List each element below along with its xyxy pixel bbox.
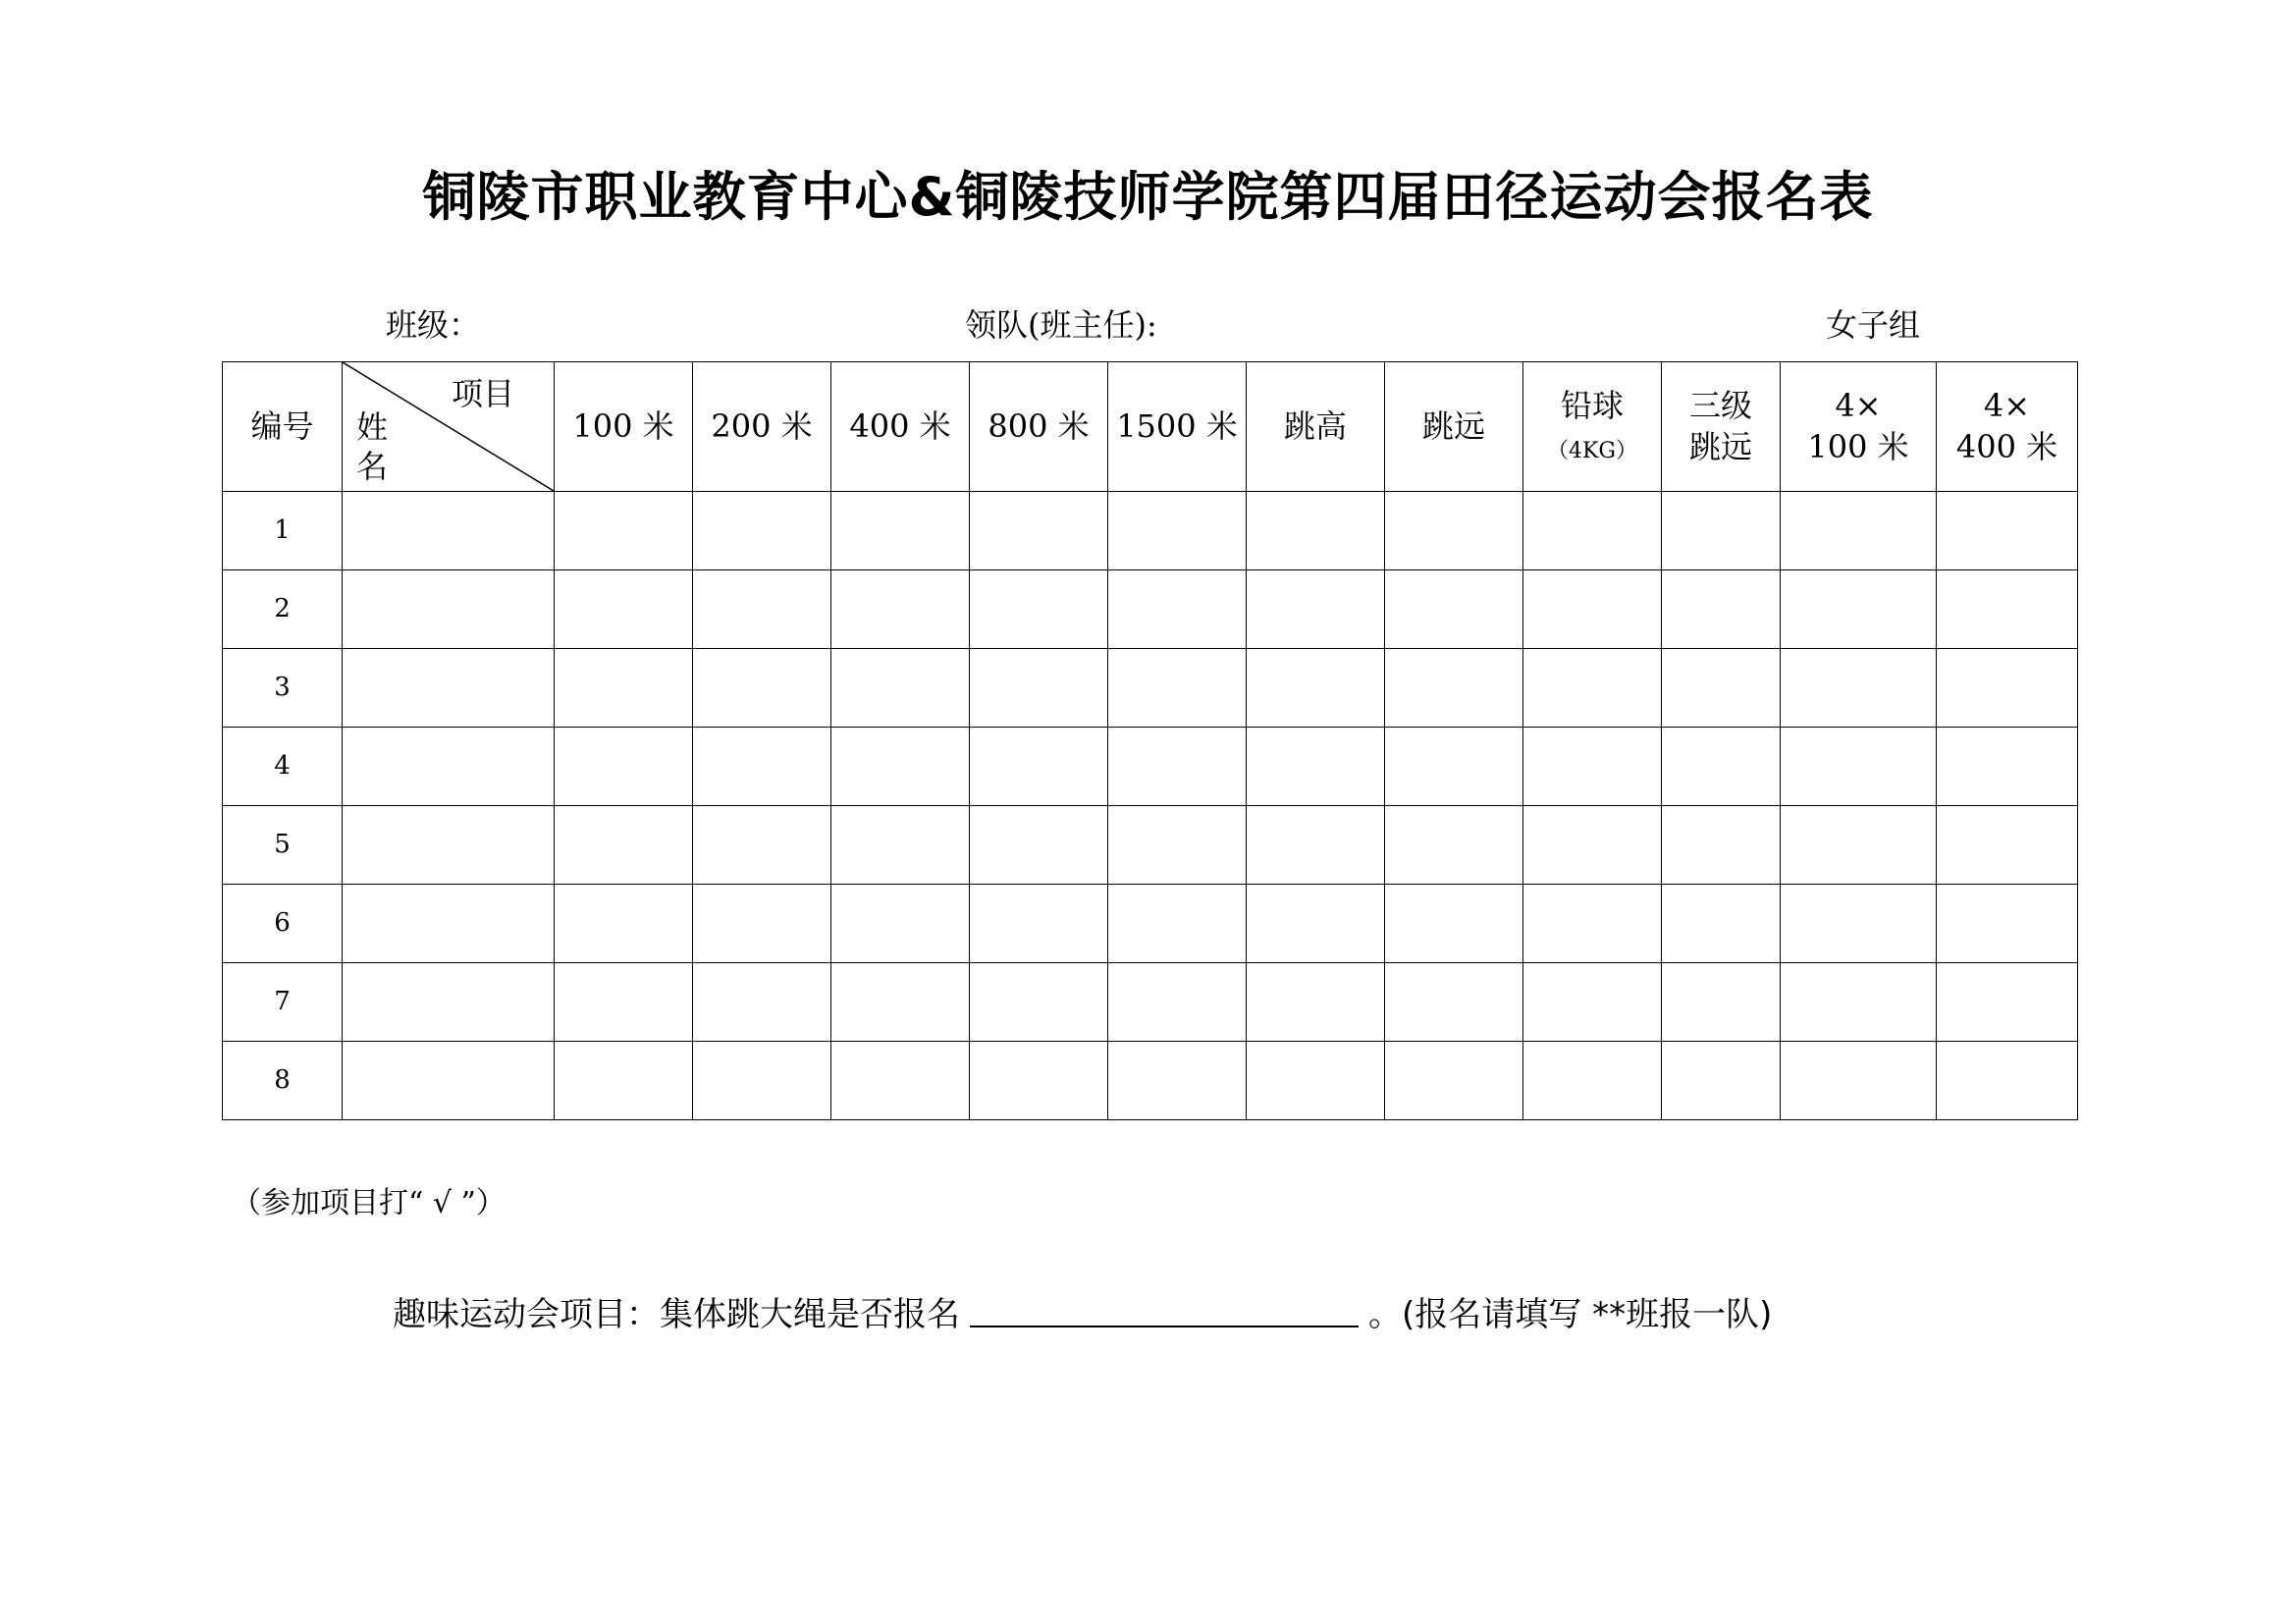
event-cell[interactable] — [831, 1042, 970, 1120]
event-cell[interactable] — [693, 963, 831, 1042]
event-cell[interactable] — [1781, 492, 1937, 570]
event-cell[interactable] — [1247, 570, 1385, 649]
event-cell[interactable] — [1385, 570, 1523, 649]
event-cell[interactable] — [1523, 649, 1662, 728]
name-cell[interactable] — [343, 806, 555, 885]
header-row — [223, 362, 2078, 492]
header-event-2: 200 米 — [693, 362, 831, 492]
event-cell[interactable] — [693, 649, 831, 728]
table-row — [223, 492, 2078, 570]
event-cell[interactable] — [831, 649, 970, 728]
leader-label: 领队(班主任): — [965, 306, 1157, 344]
form-title: 铜陵市职业教育中心&铜陵技师学院第四届田径运动会报名表 — [422, 166, 1874, 228]
table-row — [223, 1042, 2078, 1120]
event-cell[interactable] — [1108, 728, 1247, 806]
header-event-11: 4× 400 米 — [1937, 362, 2078, 492]
header-event-1: 100 米 — [555, 362, 693, 492]
table-row — [223, 728, 2078, 806]
event-cell[interactable] — [1247, 963, 1385, 1042]
event-cell[interactable] — [1781, 806, 1937, 885]
event-cell[interactable] — [970, 570, 1108, 649]
table-row — [223, 570, 2078, 649]
header-event-5: 1500 米 — [1108, 362, 1247, 492]
row-number: 3 — [223, 649, 343, 728]
event-cell[interactable] — [693, 492, 831, 570]
event-cell[interactable] — [1937, 1042, 2078, 1120]
header-diagonal-cell — [343, 362, 555, 492]
fun-event-suffix: 。(报名请填写 **班报一队) — [1368, 1295, 1773, 1334]
event-cell[interactable] — [555, 806, 693, 885]
event-cell[interactable] — [1662, 885, 1781, 963]
event-cell[interactable] — [555, 963, 693, 1042]
event-cell[interactable] — [1523, 1042, 1662, 1120]
event-cell[interactable] — [1937, 570, 2078, 649]
event-cell[interactable] — [1662, 1042, 1781, 1120]
event-cell[interactable] — [1108, 570, 1247, 649]
table-row — [223, 806, 2078, 885]
event-cell[interactable] — [1385, 885, 1523, 963]
event-cell[interactable] — [1385, 728, 1523, 806]
event-cell[interactable] — [1385, 806, 1523, 885]
event-cell[interactable] — [1662, 963, 1781, 1042]
event-cell[interactable] — [693, 885, 831, 963]
event-cell[interactable] — [1247, 728, 1385, 806]
row-number: 4 — [223, 728, 343, 806]
event-cell[interactable] — [970, 963, 1108, 1042]
event-cell[interactable] — [1385, 1042, 1523, 1120]
name-cell[interactable] — [343, 963, 555, 1042]
event-cell[interactable] — [555, 1042, 693, 1120]
name-cell[interactable] — [343, 1042, 555, 1120]
event-cell[interactable] — [1937, 649, 2078, 728]
event-cell[interactable] — [1937, 492, 2078, 570]
event-cell[interactable] — [555, 649, 693, 728]
header-name-label-1: 姓 — [356, 408, 389, 446]
event-cell[interactable] — [831, 885, 970, 963]
event-cell[interactable] — [1937, 728, 2078, 806]
event-cell[interactable] — [1108, 963, 1247, 1042]
name-cell[interactable] — [343, 728, 555, 806]
event-cell[interactable] — [1385, 492, 1523, 570]
event-cell[interactable] — [831, 492, 970, 570]
event-cell[interactable] — [970, 806, 1108, 885]
fun-event-prefix: 趣味运动会项目：集体跳大绳是否报名 — [393, 1295, 960, 1334]
group-label: 女子组 — [1826, 306, 1921, 344]
event-cell[interactable] — [1662, 728, 1781, 806]
event-cell[interactable] — [1108, 492, 1247, 570]
header-event-4: 800 米 — [970, 362, 1108, 492]
header-number: 编号 — [223, 362, 343, 492]
name-cell[interactable] — [343, 649, 555, 728]
event-cell[interactable] — [831, 570, 970, 649]
table-row — [223, 963, 2078, 1042]
event-cell[interactable] — [693, 1042, 831, 1120]
event-cell[interactable] — [1781, 1042, 1937, 1120]
table-body — [223, 492, 2078, 1120]
event-cell[interactable] — [970, 649, 1108, 728]
fun-event-line — [393, 1287, 1772, 1335]
event-cell[interactable] — [1247, 806, 1385, 885]
event-cell[interactable] — [1108, 885, 1247, 963]
event-cell[interactable] — [1781, 885, 1937, 963]
fun-event-blank[interactable] — [970, 1294, 1359, 1327]
name-cell[interactable] — [343, 492, 555, 570]
event-cell[interactable] — [970, 728, 1108, 806]
row-number: 8 — [223, 1042, 343, 1120]
header-event-7: 跳远 — [1385, 362, 1523, 492]
event-cell[interactable] — [831, 806, 970, 885]
event-cell[interactable] — [693, 806, 831, 885]
check-note: （参加项目打“ √ ”） — [232, 1186, 506, 1220]
event-cell[interactable] — [1247, 1042, 1385, 1120]
event-cell[interactable] — [1523, 806, 1662, 885]
event-cell[interactable] — [555, 570, 693, 649]
row-number: 7 — [223, 963, 343, 1042]
row-number: 5 — [223, 806, 343, 885]
header-event-9: 三级 跳远 — [1662, 362, 1781, 492]
header-event-8: 铅球 （4KG） — [1523, 362, 1662, 492]
row-number: 1 — [223, 492, 343, 570]
header-event-10: 4× 100 米 — [1781, 362, 1937, 492]
table-row — [223, 885, 2078, 963]
event-cell[interactable] — [555, 728, 693, 806]
event-cell[interactable] — [1247, 649, 1385, 728]
event-cell[interactable] — [831, 728, 970, 806]
event-cell[interactable] — [1523, 492, 1662, 570]
registration-table — [222, 361, 2078, 1120]
event-cell[interactable] — [1662, 492, 1781, 570]
header-name-label-2: 名 — [356, 448, 389, 485]
event-cell[interactable] — [1937, 963, 2078, 1042]
event-cell[interactable] — [555, 885, 693, 963]
header-event-6: 跳高 — [1247, 362, 1385, 492]
event-cell[interactable] — [1108, 1042, 1247, 1120]
event-cell[interactable] — [1662, 649, 1781, 728]
event-cell[interactable] — [831, 963, 970, 1042]
event-cell[interactable] — [1523, 963, 1662, 1042]
event-cell[interactable] — [1781, 570, 1937, 649]
event-cell[interactable] — [1247, 492, 1385, 570]
event-cell[interactable] — [1108, 806, 1247, 885]
table-row — [223, 649, 2078, 728]
event-cell[interactable] — [970, 1042, 1108, 1120]
row-number: 6 — [223, 885, 343, 963]
event-cell[interactable] — [693, 570, 831, 649]
name-cell[interactable] — [343, 570, 555, 649]
event-cell[interactable] — [1662, 806, 1781, 885]
row-number: 2 — [223, 570, 343, 649]
event-cell[interactable] — [1781, 963, 1937, 1042]
event-cell[interactable] — [1662, 570, 1781, 649]
header-item-label: 项目 — [451, 375, 514, 412]
event-cell[interactable] — [1385, 963, 1523, 1042]
event-cell[interactable] — [1108, 649, 1247, 728]
event-cell[interactable] — [1247, 885, 1385, 963]
event-cell[interactable] — [1937, 806, 2078, 885]
header-event-3: 400 米 — [831, 362, 970, 492]
event-cell[interactable] — [970, 492, 1108, 570]
class-label: 班级： — [386, 306, 481, 344]
event-cell[interactable] — [1385, 649, 1523, 728]
event-cell[interactable] — [555, 492, 693, 570]
name-cell[interactable] — [343, 885, 555, 963]
event-cell[interactable] — [1937, 885, 2078, 963]
event-cell[interactable] — [1523, 728, 1662, 806]
event-cell[interactable] — [693, 728, 831, 806]
event-cell[interactable] — [1781, 728, 1937, 806]
event-cell[interactable] — [970, 885, 1108, 963]
event-cell[interactable] — [1781, 649, 1937, 728]
event-cell[interactable] — [1523, 885, 1662, 963]
event-cell[interactable] — [1523, 570, 1662, 649]
